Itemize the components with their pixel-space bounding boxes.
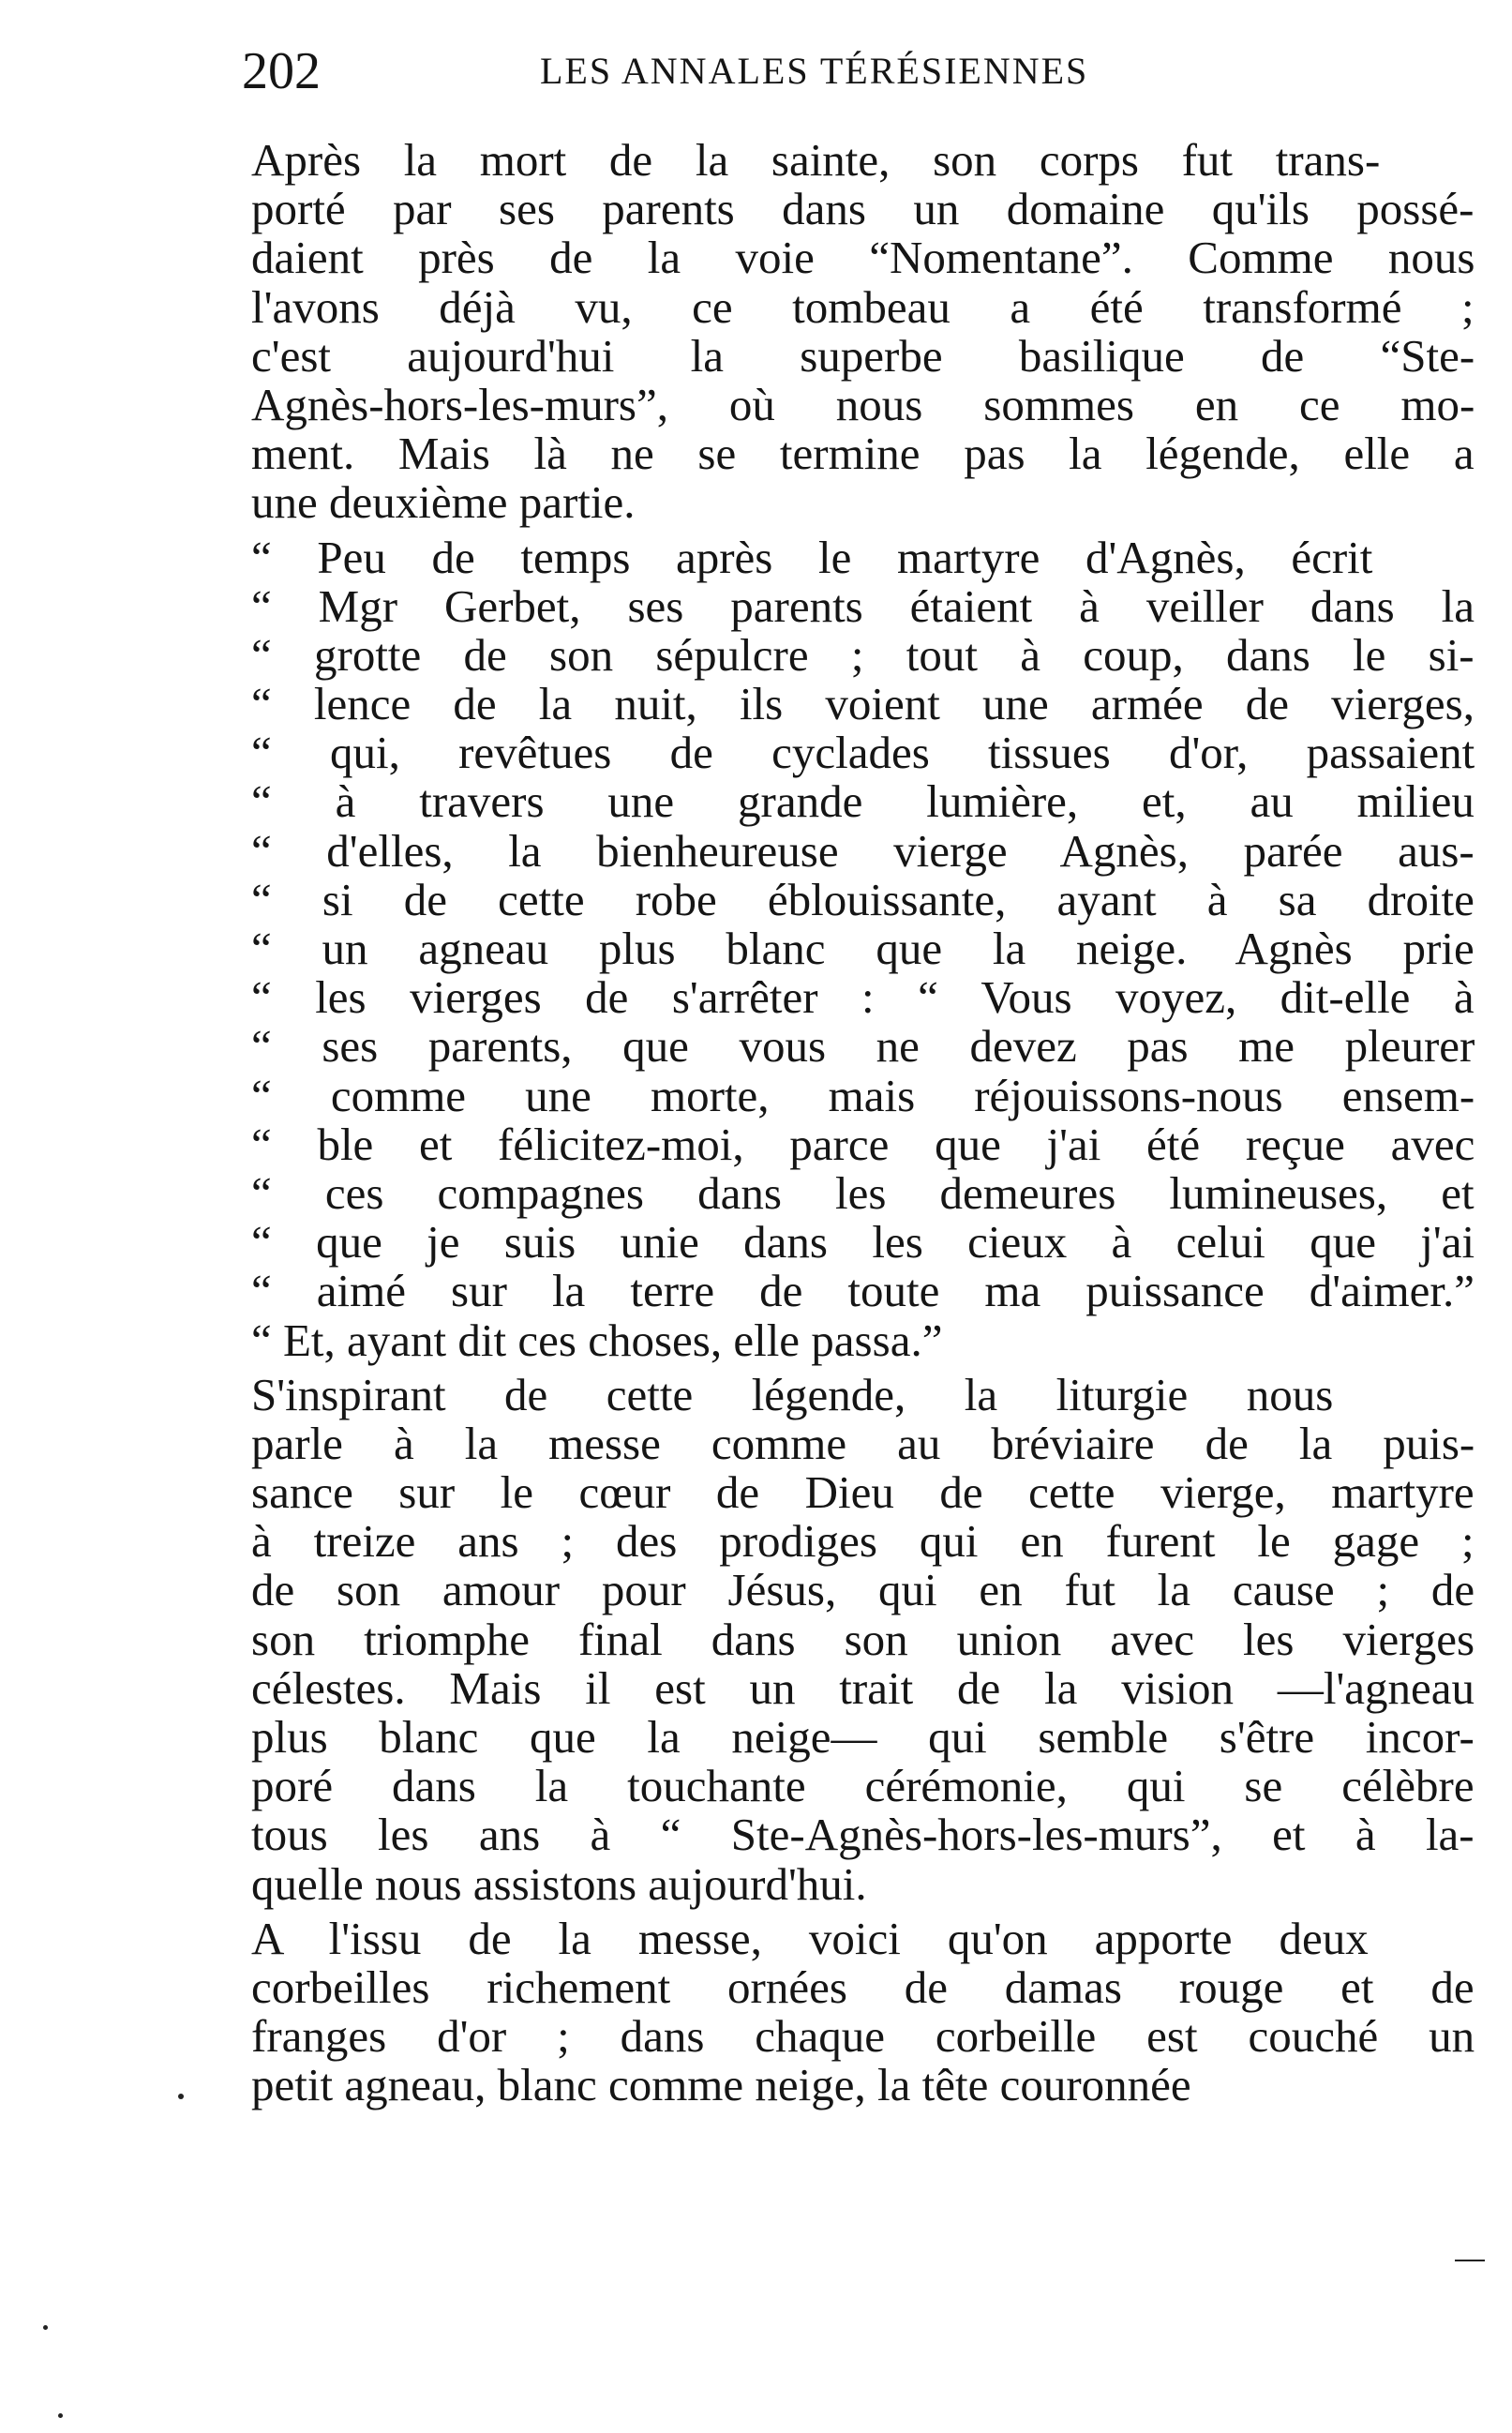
text-line: Après la mort de la sainte, son corps fut trans- xyxy=(251,134,1381,186)
text-line: Agnès-hors-les-murs”, où nous sommes en ce mo- xyxy=(251,378,1475,430)
text-line: de son amour pour Jésus, qui en fut la cause ; de xyxy=(251,1564,1475,1616)
text-line: “ les vierges de s'arrêter : “ Vous voyez, dit-elle à xyxy=(251,971,1475,1024)
text-line: “ Mgr Gerbet, ses parents étaient à veiller dans la xyxy=(251,579,1475,632)
text-line: “ comme une morte, mais réjouissons-nous ensem- xyxy=(251,1069,1475,1121)
text-line: “ d'elles, la bienheureuse vierge Agnès, parée aus- xyxy=(251,824,1475,877)
text-line: ment. Mais là ne se termine pas la légende, elle a xyxy=(251,428,1475,480)
text-line: “ ses parents, que vous ne devez pas me pleurer xyxy=(251,1020,1475,1073)
text-line: “ à travers une grande lumière, et, au milieu xyxy=(251,775,1475,828)
text-line: porté par ses parents dans un domaine qu'ils possé- xyxy=(251,183,1475,235)
text-line: célestes. Mais il est un trait de la vision —l'agneau xyxy=(251,1661,1475,1714)
text-line: daient près de la voie “Nomentane”. Comme nous xyxy=(251,232,1475,284)
paragraph xyxy=(251,1368,1489,1910)
text-line: l'avons déjà vu, ce tombeau a été transformé ; xyxy=(251,280,1475,333)
margin-speck xyxy=(43,2325,48,2330)
paragraph xyxy=(251,533,1489,1365)
text-line: poré dans la touchante cérémonie, qui se célèbre xyxy=(251,1760,1475,1812)
page-number: 202 xyxy=(242,42,321,100)
body-text xyxy=(251,136,1489,2110)
text-line: “ Peu de temps après le martyre d'Agnès, écrit xyxy=(251,531,1373,583)
text-line: tous les ans à “ Ste-Agnès-hors-les-murs”, et à la- xyxy=(251,1809,1475,1861)
text-line: “ ble et félicitez-moi, parce que j'ai été reçue avec xyxy=(251,1118,1475,1170)
text-line: franges d'or ; dans chaque corbeille est couché un xyxy=(251,2010,1475,2063)
text-line: “ Et, ayant dit ces choses, elle passa.” xyxy=(251,1314,943,1366)
paragraph xyxy=(251,136,1489,528)
text-line: à treize ans ; des prodiges qui en furent le gage ; xyxy=(251,1515,1475,1568)
text-line: petit agneau, blanc comme neige, la tête couronnée xyxy=(251,2059,1191,2111)
text-line: “ lence de la nuit, ils voient une armée de vierges, xyxy=(251,678,1475,730)
text-line: “ que je suis unie dans les cieux à celui que j'ai xyxy=(251,1216,1475,1269)
text-line: son triomphe final dans son union avec les vierges xyxy=(251,1613,1475,1665)
text-line: une deuxième partie. xyxy=(251,476,636,529)
text-line: S'inspirant de cette légende, la liturgie nous xyxy=(251,1368,1334,1420)
text-line: c'est aujourd'hui la superbe basilique de “Ste- xyxy=(251,329,1475,382)
text-line: corbeilles richement ornées de damas rouge et de xyxy=(251,1960,1475,2013)
text-line: quelle nous assistons aujourd'hui. xyxy=(251,1857,867,1910)
page-header xyxy=(242,38,1151,105)
text-line: A l'issu de la messe, voici qu'on apporte deux xyxy=(251,1912,1369,1964)
text-line: “ qui, revêtues de cyclades tissues d'or, passaient xyxy=(251,727,1475,779)
text-line: “ aimé sur la terre de toute ma puissance d'aimer.” xyxy=(251,1265,1475,1317)
margin-speck xyxy=(178,2094,184,2099)
margin-dash xyxy=(1455,2260,1485,2261)
text-line: “ un agneau plus blanc que la neige. Agnès prie xyxy=(251,923,1475,974)
text-line: plus blanc que la neige— qui semble s'être incor- xyxy=(251,1711,1475,1763)
text-line: parle à la messe comme au bréviaire de la puis- xyxy=(251,1417,1475,1469)
paragraph xyxy=(251,1912,1489,2111)
text-line: sance sur le cœur de Dieu de cette vierge, martyre xyxy=(251,1466,1475,1519)
margin-speck xyxy=(58,2413,63,2418)
text-line: “ grotte de son sépulcre ; tout à coup, dans le si- xyxy=(251,628,1475,681)
text-line: “ ces compagnes dans les demeures lumineuses, et xyxy=(251,1166,1475,1219)
running-title: LES ANNALES TÉRÉSIENNES xyxy=(540,50,1089,92)
text-line: “ si de cette robe éblouissante, ayant à sa droite xyxy=(251,873,1475,925)
